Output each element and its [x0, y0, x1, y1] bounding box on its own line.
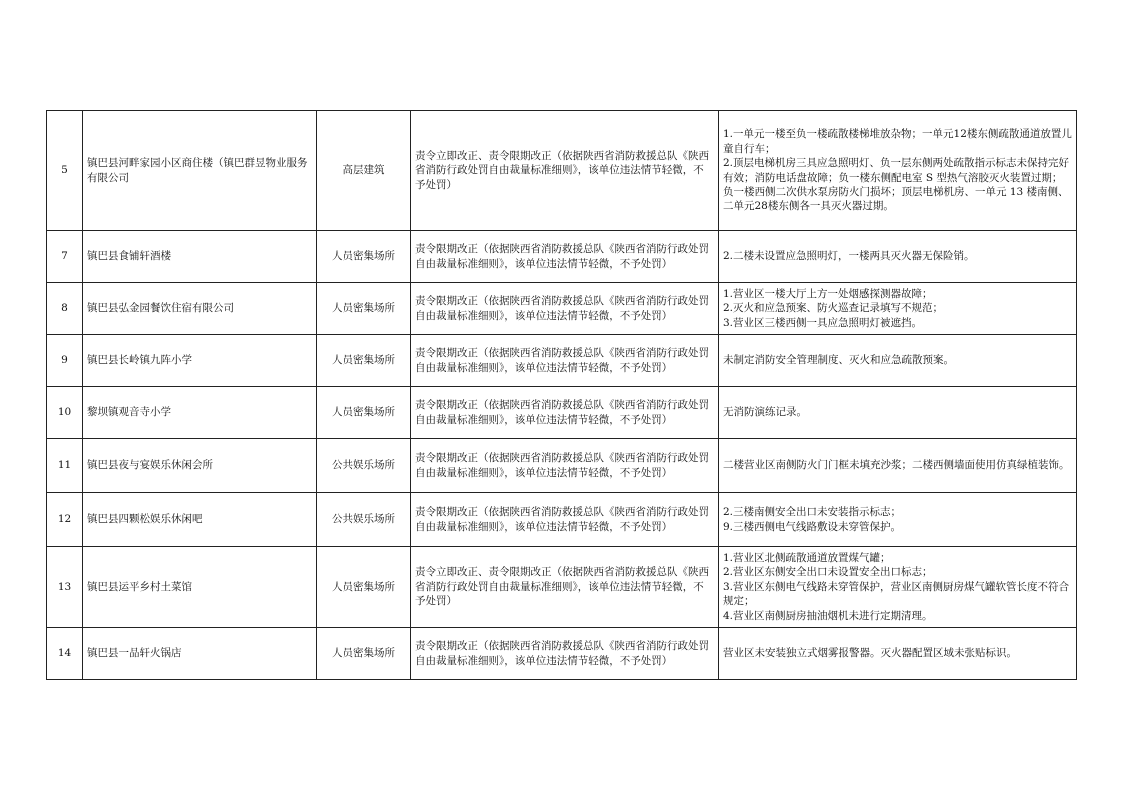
unit-name: 镇巴县弘金园餐饮住宿有限公司 — [83, 283, 317, 335]
unit-name: 镇巴县食铺轩酒楼 — [83, 231, 317, 283]
unit-name: 黎坝镇观音寺小学 — [83, 387, 317, 439]
issue-item: 4.营业区南侧厨房抽油烟机未进行定期清理。 — [723, 609, 933, 622]
issue-item: 1.营业区一楼大厅上方一处烟感探测器故障； — [723, 287, 933, 300]
row-number: 5 — [47, 111, 83, 231]
table-row — [47, 111, 1077, 231]
issue-item: 二楼营业区南侧防火门门框未填充沙浆；二楼西侧墙面使用仿真绿植装饰。 — [723, 459, 1070, 472]
venue-type: 人员密集场所 — [317, 628, 411, 680]
enforcement-action: 责令立即改正、责令限期改正（依据陕西省消防救援总队《陕西省消防行政处罚自由裁量标准细则》，该单位违法情节轻微，不予处罚） — [411, 111, 719, 231]
issue-list — [719, 335, 1077, 387]
unit-name: 镇巴县运平乡村土菜馆 — [83, 547, 317, 628]
issue-item: 2.二楼未设置应急照明灯，一楼两具灭火器无保险销。 — [723, 250, 975, 263]
issue-item: 2.三楼南侧安全出口未安装指示标志； — [723, 506, 902, 519]
venue-type: 人员密集场所 — [317, 231, 411, 283]
row-number: 13 — [47, 547, 83, 628]
venue-type: 高层建筑 — [317, 111, 411, 231]
unit-name: 镇巴县四颗松娱乐休闲吧 — [83, 493, 317, 547]
issue-list — [719, 387, 1077, 439]
issue-item: 1.营业区北侧疏散通道放置煤气罐； — [723, 551, 891, 564]
enforcement-action: 责令限期改正（依据陕西省消防救援总队《陕西省消防行政处罚自由裁量标准细则》，该单位违法情节轻微，不予处罚） — [411, 335, 719, 387]
table-row — [47, 628, 1077, 680]
venue-type: 人员密集场所 — [317, 547, 411, 628]
issue-item: 3.营业区东侧电气线路未穿管保护，营业区南侧厨房煤气罐软管长度不符合规定； — [723, 580, 1070, 608]
enforcement-action: 责令限期改正（依据陕西省消防救援总队《陕西省消防行政处罚自由裁量标准细则》，该单位违法情节轻微，不予处罚） — [411, 231, 719, 283]
row-number: 9 — [47, 335, 83, 387]
venue-type: 人员密集场所 — [317, 283, 411, 335]
issue-item: 2.顶层电梯机房三具应急照明灯、负一层东侧两处疏散指示标志未保持完好有效；消防电话盘故障；负一楼东侧配电室 S 型热气溶胶灭火装置过期；负一楼西侧二次供水泵房防火门损坏；顶层电梯机房、一单元 13 楼南侧、二单元28楼东侧各一具灭火器过期。 — [723, 157, 1070, 213]
issue-list — [719, 283, 1077, 335]
enforcement-action: 责令限期改正（依据陕西省消防救援总队《陕西省消防行政处罚自由裁量标准细则》，该单位违法情节轻微，不予处罚） — [411, 387, 719, 439]
table-row — [47, 283, 1077, 335]
row-number: 8 — [47, 283, 83, 335]
unit-name: 镇巴县一品轩火锅店 — [83, 628, 317, 680]
issue-item: 无消防演练记录。 — [723, 406, 807, 419]
issue-list — [719, 547, 1077, 628]
issue-item: 未制定消防安全管理制度、灭火和应急疏散预案。 — [723, 354, 954, 367]
unit-name: 镇巴县夜与宴娱乐休闲会所 — [83, 439, 317, 493]
row-number: 11 — [47, 439, 83, 493]
row-number: 10 — [47, 387, 83, 439]
issue-item: 9.三楼西侧电气线路敷设未穿管保护。 — [723, 520, 902, 533]
inspection-table-body — [47, 111, 1077, 680]
venue-type: 公共娱乐场所 — [317, 493, 411, 547]
row-number: 12 — [47, 493, 83, 547]
table-row — [47, 439, 1077, 493]
issue-list — [719, 231, 1077, 283]
issue-item: 2.营业区东侧安全出口未设置安全出口标志； — [723, 566, 933, 579]
venue-type: 人员密集场所 — [317, 387, 411, 439]
unit-name: 镇巴县河畔家园小区商住楼（镇巴群昱物业服务有限公司 — [83, 111, 317, 231]
enforcement-action: 责令限期改正（依据陕西省消防救援总队《陕西省消防行政处罚自由裁量标准细则》，该单位违法情节轻微，不予处罚） — [411, 439, 719, 493]
issue-item: 1.一单元一楼至负一楼疏散楼梯堆放杂物；一单元12楼东侧疏散通道放置儿童自行车； — [723, 128, 1072, 155]
row-number: 7 — [47, 231, 83, 283]
issue-item: 营业区未安装独立式烟雾报警器。灭火器配置区域未张贴标识。 — [723, 647, 1017, 660]
row-number: 14 — [47, 628, 83, 680]
table-row — [47, 493, 1077, 547]
enforcement-action: 责令立即改正、责令限期改正（依据陕西省消防救援总队《陕西省消防行政处罚自由裁量标准细则》，该单位违法情节轻微，不予处罚） — [411, 547, 719, 628]
enforcement-action: 责令限期改正（依据陕西省消防救援总队《陕西省消防行政处罚自由裁量标准细则》，该单位违法情节轻微，不予处罚） — [411, 628, 719, 680]
table-row — [47, 335, 1077, 387]
table-row — [47, 547, 1077, 628]
inspection-table — [46, 110, 1077, 680]
venue-type: 人员密集场所 — [317, 335, 411, 387]
enforcement-action: 责令限期改正（依据陕西省消防救援总队《陕西省消防行政处罚自由裁量标准细则》，该单位违法情节轻微，不予处罚） — [411, 493, 719, 547]
issue-list — [719, 628, 1077, 680]
issue-list — [719, 111, 1077, 231]
table-row — [47, 387, 1077, 439]
enforcement-action: 责令限期改正（依据陕西省消防救援总队《陕西省消防行政处罚自由裁量标准细则》，该单位违法情节轻微，不予处罚） — [411, 283, 719, 335]
issue-list — [719, 493, 1077, 547]
venue-type: 公共娱乐场所 — [317, 439, 411, 493]
issue-item: 2.灭火和应急预案、防火巡查记录填写不规范； — [723, 302, 944, 315]
issue-list — [719, 439, 1077, 493]
table-row — [47, 231, 1077, 283]
issue-item: 3.营业区三楼西侧一具应急照明灯被遮挡。 — [723, 316, 923, 329]
unit-name: 镇巴县长岭镇九阵小学 — [83, 335, 317, 387]
